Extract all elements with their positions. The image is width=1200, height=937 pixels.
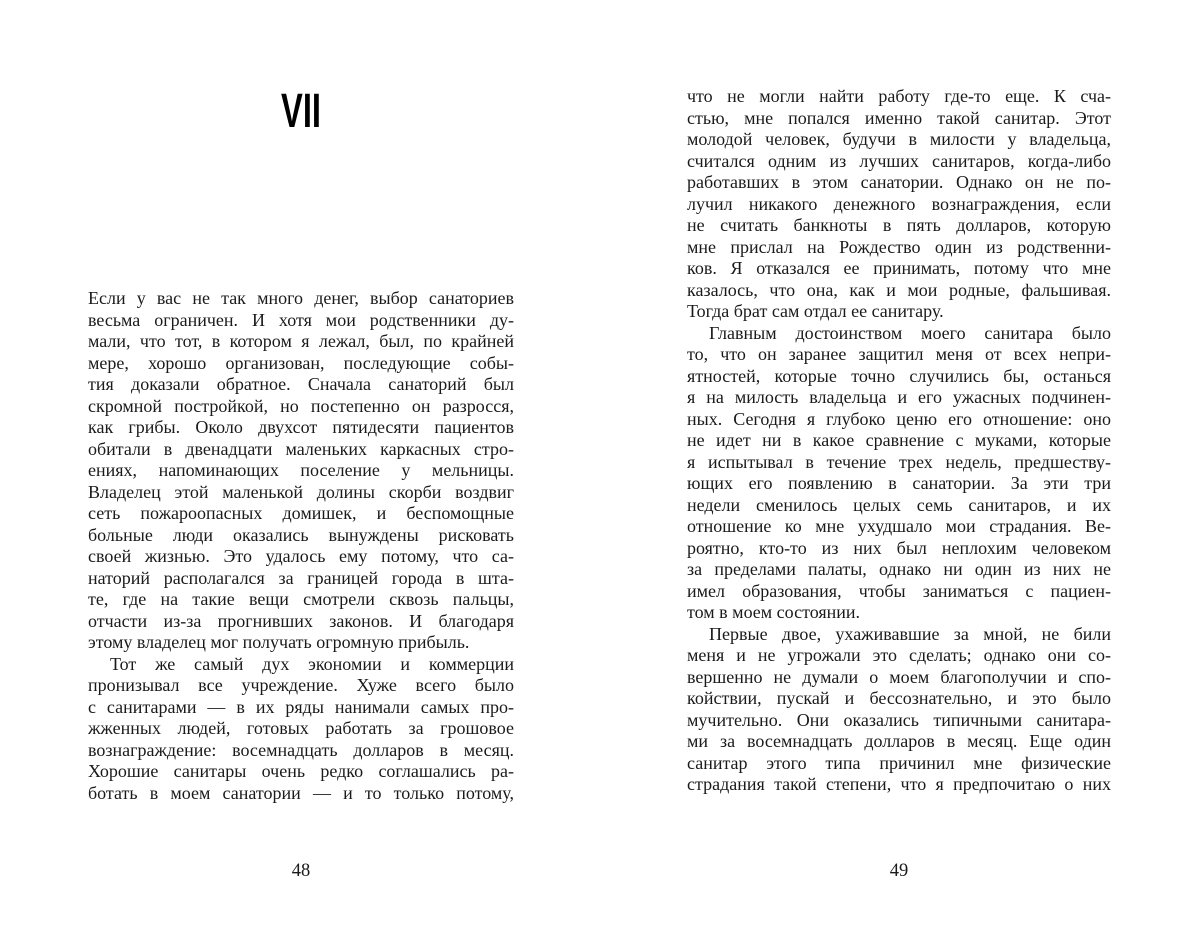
text-line: Тот же самый дух экономии и коммерции	[110, 653, 514, 674]
text-line: своей жизнью. Это удалось ему потому, что са-	[88, 546, 514, 566]
text-line: том в моем состоянии.	[687, 602, 861, 622]
text-line: санитар этого типа причинил мне физические	[687, 752, 1111, 773]
page-number-right: 49	[889, 861, 909, 881]
text-line: ющих его появлению в санатории. За эти три	[687, 473, 1111, 493]
text-line: тия доказали обратное. Сначала санаторий был	[88, 374, 514, 394]
text-line: то, что он заранее защитил меня от всех непри-	[687, 344, 1111, 364]
text-line: Хорошие санитары очень редко соглашались ра-	[88, 761, 514, 781]
right-page-text	[687, 86, 1111, 796]
text-line: имел образования, чтобы заниматься с пациен-	[687, 580, 1111, 601]
text-line: ениях, напоминающих поселение у мельницы.	[88, 460, 514, 480]
paragraph	[687, 323, 1111, 624]
text-line: не считать банкноты в пять долларов, которую	[687, 215, 1111, 235]
text-line: ботать в моем санатории — и то только потому,	[88, 782, 514, 803]
text-line: роятно, кто-то из них был неплохим человеком	[687, 537, 1111, 558]
text-line: те, где на такие вещи смотрели сквозь пальцы,	[88, 589, 514, 609]
text-line: за пределами палаты, однако ни один из них не	[687, 559, 1111, 579]
text-line: мере, хорошо организован, последующие собы-	[88, 352, 514, 373]
text-line: этому владелец мог получать огромную прибыль.	[88, 632, 470, 652]
text-line: ных. Сегодня я глубоко ценю его отношение: оно	[687, 408, 1111, 429]
text-line: ков. Я отказался ее принимать, потому что мне	[687, 258, 1111, 278]
text-line: лучил никакого денежного вознаграждения, если	[687, 193, 1111, 214]
text-line: весьма ограничен. И хотя мои родственники ду-	[88, 309, 514, 330]
text-line: работавших в этом санатории. Однако он не по-	[687, 172, 1111, 192]
text-line: меня и не угрожали это сделать; однако они со-	[687, 645, 1111, 665]
text-line: Первые двое, ухаживавшие за мной, не били	[709, 623, 1111, 644]
text-line: недели сменилось целых семь санитаров, и их	[687, 494, 1111, 515]
text-line: страдания такой степени, что я предпочитаю о них	[687, 774, 1111, 794]
text-line: Главным достоинством моего санитара было	[709, 322, 1111, 343]
paragraph	[687, 86, 1111, 323]
text-line: ми за восемнадцать долларов в месяц. Еще один	[687, 731, 1111, 751]
text-line: считался одним из лучших санитаров, когда-либо	[687, 150, 1111, 171]
text-line: как грибы. Около двухсот пятидесяти пациентов	[88, 417, 514, 437]
text-line: вознаграждение: восемнадцать долларов в месяц.	[88, 739, 514, 760]
text-line: больные люди оказались вынуждены рисковать	[88, 524, 514, 545]
text-line: жженных людей, готовых работать за грошовое	[88, 718, 514, 738]
text-line: не идет ни в какое сравнение с муками, которые	[687, 430, 1111, 450]
text-line: мали, что тот, в котором я лежал, был, по крайней	[88, 331, 514, 351]
left-page-text	[88, 288, 514, 804]
text-line: что не могли найти работу где-то еще. К сча-	[687, 86, 1111, 106]
text-line: отношение ко мне ухудшало мои страдания. Ве-	[687, 516, 1111, 536]
text-line: сеть пожароопасных домишек, и беспомощные	[88, 503, 514, 523]
text-line: пронизывал все учреждение. Хуже всего было	[88, 675, 514, 695]
text-line: вершенно не думали о моем благополучии и спо-	[687, 666, 1111, 687]
text-line: Владелец этой маленькой долины скорби воздвиг	[88, 481, 514, 502]
page-number-left: 48	[291, 861, 311, 881]
paragraph	[88, 654, 514, 805]
text-line: скромной постройкой, но постепенно он разросся,	[88, 395, 514, 416]
text-line: мучительно. Они оказались типичными санитара-	[687, 709, 1111, 730]
paragraph	[687, 624, 1111, 796]
text-line: отчасти из-за прогнивших законов. И благодаря	[88, 610, 514, 631]
text-line: я на милость владельца и его ужасных подчинен-	[687, 387, 1111, 407]
text-line: наторий располагался за границей города в шта-	[88, 567, 514, 588]
chapter-heading: VII	[281, 85, 321, 138]
text-line: стью, мне попался именно такой санитар. Этот	[687, 107, 1111, 128]
text-line: Если у вас не так много денег, выбор санаториев	[88, 288, 514, 308]
text-line: мне прислал на Рождество один из родственни-	[687, 236, 1111, 257]
text-line: обитали в двенадцати маленьких каркасных стро-	[88, 438, 514, 459]
text-line: казалось, что она, как и мои родные, фальшивая.	[687, 279, 1111, 300]
text-line: молодой человек, будучи в милости у владельца,	[687, 129, 1111, 149]
text-line: ятностей, которые точно случились бы, останься	[687, 365, 1111, 386]
text-line: с санитарами — в их ряды нанимали самых про-	[88, 696, 514, 717]
text-line: койствии, пускай и бессознательно, и это было	[687, 688, 1111, 708]
text-line: я испытывал в течение трех недель, предшеству-	[687, 451, 1111, 472]
text-line: Тогда брат сам отдал ее санитару.	[687, 301, 944, 321]
paragraph	[88, 288, 514, 654]
